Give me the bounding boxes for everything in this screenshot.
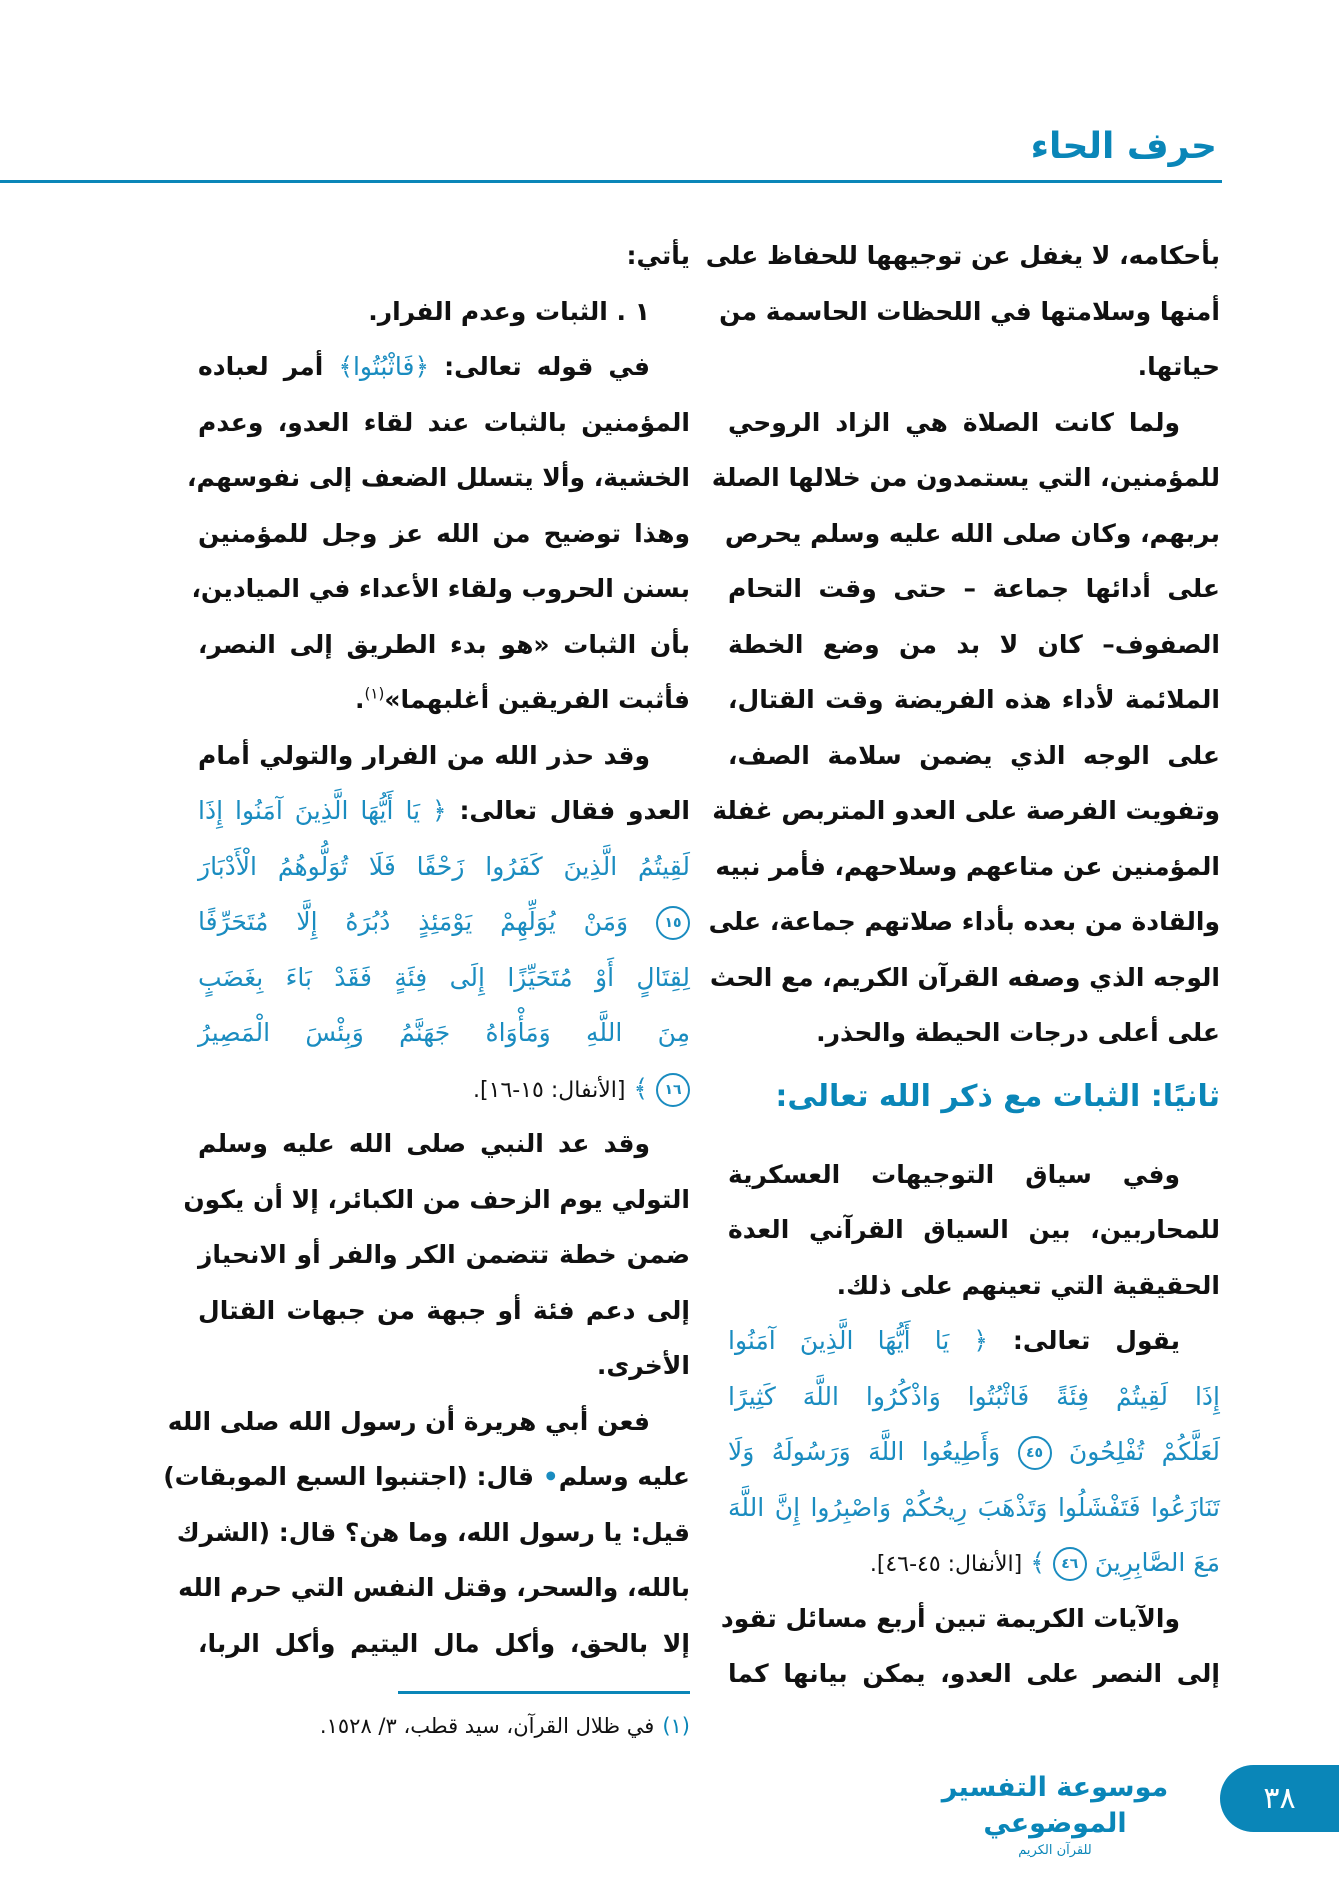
text-line — [198, 894, 690, 950]
body-text: فأثبت الفريقين أغلبهما» — [384, 685, 690, 714]
body-text: والآيات الكريمة تبين أربع مسائل تقود — [720, 1603, 1180, 1633]
footnote-text: في ظلال القرآن، سيد قطب، ٣/ ١٥٢٨. — [319, 1714, 655, 1738]
text-line — [728, 339, 1220, 395]
page-number-badge: ٣٨ — [1220, 1765, 1339, 1832]
body-text: يأتي: — [626, 241, 690, 270]
text-line — [728, 1535, 1220, 1591]
body-text: وقد عد النبي صلى الله عليه وسلم — [198, 1129, 650, 1158]
text-line — [198, 1116, 690, 1172]
text-line — [705, 228, 1220, 284]
quran-verse-text: لِقِتَالٍ أَوْ مُتَحَيِّزًا إِلَى فِئَةٍ فَقَدْ بَاءَ بِغَضَبٍ — [198, 962, 690, 992]
body-text: بسنن الحروب ولقاء الأعداء في الميادين، — [191, 574, 690, 603]
text-line — [728, 617, 1220, 673]
verse-number-marker: ١٥ — [656, 906, 690, 940]
verse-number-marker: ١٦ — [656, 1073, 690, 1107]
verse-reference: [الأنفال: ١٥-١٦]. — [473, 1077, 626, 1103]
text-line — [198, 1005, 690, 1061]
section-heading — [728, 1061, 1220, 1133]
body-text: بأحكامه، لا يغفل عن توجيهها للحفاظ على — [705, 241, 1220, 270]
hadith-text: بالله، والسحر، وقتل النفس التي حرم الله — [178, 1573, 690, 1602]
text-line — [176, 1505, 690, 1561]
text-line — [728, 561, 1220, 617]
text-line — [728, 395, 1220, 451]
body-text: وقد حذر الله من الفرار والتولي أمام — [198, 740, 650, 770]
encyclopedia-logo — [930, 1770, 1180, 1860]
text-line — [728, 1480, 1220, 1536]
quran-verse-text: ﴿ يَا أَيُّهَا الَّذِينَ آمَنُوا إِذَا — [198, 796, 447, 825]
body-text: الوجه الذي وصفه القرآن الكريم، مع الحث — [709, 962, 1220, 992]
quran-verse-text: مِنَ اللَّهِ وَمَأْوَاهُ جَهَنَّمُ وَبِئْسَ الْمَصِيرُ — [198, 1018, 690, 1047]
logo-title: موسوعة التفسير الموضوعي — [941, 1772, 1169, 1839]
body-text: فعن أبي هريرة أن رسول الله صلى الله — [167, 1406, 650, 1436]
text-line — [198, 284, 690, 340]
text-line — [709, 950, 1220, 1006]
logo-subtitle: للقرآن الكريم — [1018, 1843, 1092, 1858]
footnote-reference: (١) — [364, 684, 385, 703]
quran-verse-text: تَنَازَعُوا فَتَفْشَلُوا وَتَذْهَبَ رِيحُكُمْ وَاصْبِرُوا إِنَّ اللَّهَ — [728, 1492, 1220, 1522]
body-text: للمحاربين، بين السياق القرآني العدة — [728, 1215, 1220, 1244]
body-text: على الوجه الذي يضمن سلامة الصف، — [728, 740, 1220, 770]
text-line — [720, 1591, 1220, 1647]
body-text: ضمن خطة تتضمن الكر والفر أو الانحياز — [198, 1240, 690, 1269]
body-text: المؤمنين بالثبات عند لقاء العدو، وعدم — [198, 407, 690, 437]
quran-verse-text: ﴾ — [1022, 1548, 1053, 1577]
quran-verse-text: وَأَطِيعُوا اللَّهَ وَرَسُولَهُ وَلَا — [728, 1437, 1018, 1466]
honorific-dot-icon: • — [542, 1462, 559, 1491]
quran-verse-text: مَعَ الصَّابِرِينَ — [1086, 1548, 1220, 1577]
body-text: إلى النصر على العدو، يمكن بيانها كما — [728, 1659, 1220, 1688]
text-line — [198, 1338, 690, 1394]
body-text: التولي يوم الزحف من الكبائر، إلا أن يكون — [183, 1184, 690, 1214]
body-text: بأن الثبات «هو بدء الطريق إلى النصر، — [198, 629, 690, 659]
text-line — [715, 839, 1220, 895]
text-line — [728, 672, 1220, 728]
quran-verse-text: ﴿ يَا أَيُّهَا الَّذِينَ آمَنُوا — [728, 1326, 989, 1355]
body-text: المؤمنين عن متاعهم وسلاحهم، فأمر نبيه — [715, 851, 1220, 881]
text-line — [728, 1147, 1220, 1203]
body-text: وفي سياق التوجيهات العسكرية — [728, 1159, 1180, 1189]
body-text: . — [355, 685, 365, 714]
quran-verse-text: ﴾ — [625, 1073, 656, 1103]
text-line — [198, 1283, 690, 1339]
body-text: للمؤمنين، التي يستمدون من خلالها الصلة — [711, 463, 1220, 492]
text-line — [728, 1313, 1220, 1369]
quran-verse-text: لَقِيتُمُ الَّذِينَ كَفَرُوا زَحْفًا فَلَا تُوَلُّوهُمُ الْأَدْبَارَ — [198, 851, 690, 881]
quran-verse-text: إِذَا لَقِيتُمْ فِئَةً فَاثْبُتُوا وَاذْكُرُوا اللَّهَ كَثِيرًا — [728, 1381, 1220, 1411]
body-text: وهذا توضيح من الله عز وجل للمؤمنين — [198, 518, 690, 548]
body-text: الأخرى. — [596, 1351, 690, 1380]
verse-number-marker: ٤٥ — [1018, 1436, 1052, 1470]
text-line — [198, 339, 690, 395]
text-line — [178, 1560, 690, 1616]
text-line — [711, 450, 1220, 506]
body-text: العدو فقال تعالى: — [446, 796, 690, 825]
text-line — [708, 894, 1220, 950]
text-line — [198, 1616, 690, 1672]
chapter-header-title: حرف الحاء — [1030, 126, 1217, 167]
body-text: إلى دعم فئة أو جبهة من جبهات القتال — [198, 1295, 690, 1325]
footnote-number: (١) — [662, 1714, 690, 1738]
text-line — [198, 783, 690, 839]
header-divider — [0, 180, 1222, 183]
text-line — [198, 617, 690, 673]
hadith-text: قيل: يا رسول الله، وما هن؟ قال: (الشرك — [176, 1517, 690, 1547]
body-text: يقول تعالى: — [988, 1326, 1180, 1355]
text-line — [191, 561, 690, 617]
text-line — [198, 506, 690, 562]
body-text: أمر لعباده — [198, 352, 339, 381]
text-line — [724, 506, 1220, 562]
left-text-column — [163, 228, 690, 1671]
text-line — [198, 228, 690, 284]
hadith-text: إلا بالحق، وأكل مال اليتيم وأكل الربا، — [198, 1628, 690, 1658]
body-text: الخشية، وألا يتسلل الضعف إلى نفوسهم، — [186, 463, 690, 492]
text-line — [167, 1394, 690, 1450]
text-line — [198, 1061, 690, 1117]
text-line — [198, 728, 690, 784]
text-line — [198, 672, 690, 728]
footnote-divider — [398, 1691, 690, 1694]
text-line — [186, 450, 690, 506]
text-line — [183, 1172, 690, 1228]
text-line — [198, 950, 690, 1006]
text-line — [198, 395, 690, 451]
text-line — [198, 839, 690, 895]
text-line — [163, 1449, 690, 1505]
body-text: على أعلى درجات الحيطة والحذر. — [816, 1018, 1220, 1047]
verse-number-marker: ٤٦ — [1053, 1547, 1087, 1581]
text-line — [728, 1424, 1220, 1480]
body-text: ولما كانت الصلاة هي الزاد الروحي — [728, 407, 1180, 437]
text-line — [198, 1227, 690, 1283]
body-text: الحقيقية التي تعينهم على ذلك. — [836, 1270, 1220, 1300]
quran-verse-text: ﴿فَاثْبُتُوا﴾ — [338, 352, 430, 381]
text-line — [728, 1005, 1220, 1061]
text-line — [719, 284, 1220, 340]
body-text: على أدائها جماعة – حتى وقت التحام — [728, 574, 1220, 603]
body-text: وتفويت الفرصة على العدو المتربص غفلة — [712, 796, 1220, 825]
body-text: الملائمة لأداء هذه الفريضة وقت القتال، — [728, 685, 1220, 714]
quran-verse-text: لَعَلَّكُمْ تُفْلِحُونَ — [1051, 1437, 1220, 1466]
hadith-text: قال: (اجتنبوا السبع الموبقات) — [163, 1462, 543, 1491]
footnote — [220, 1708, 690, 1744]
text-line — [728, 1369, 1220, 1425]
body-text: عليه وسلم — [558, 1462, 690, 1491]
text-line — [712, 783, 1220, 839]
text-line — [728, 1202, 1220, 1258]
body-text: حياتها. — [1137, 352, 1220, 381]
body-text: والقادة من بعده بأداء صلاتهم جماعة، على — [708, 907, 1220, 936]
quran-verse-text: وَمَنْ يُوَلِّهِمْ يَوْمَئِذٍ دُبُرَهُ إِلَّا مُتَحَرِّفًا — [198, 907, 656, 936]
body-text: ثانيًا: الثبات مع ذكر الله تعالى: — [775, 1078, 1220, 1114]
text-line — [728, 1646, 1220, 1702]
body-text: في قوله تعالى: — [429, 352, 650, 381]
body-text: أمنها وسلامتها في اللحظات الحاسمة من — [719, 296, 1220, 326]
body-text: ١ . الثبات وعدم الفرار. — [368, 296, 650, 326]
text-line — [728, 1258, 1220, 1314]
body-text: بربهم، وكان صلى الله عليه وسلم يحرص — [724, 518, 1220, 548]
right-text-column — [705, 228, 1220, 1702]
verse-reference: [الأنفال: ٤٥-٤٦]. — [869, 1552, 1023, 1577]
body-text: الصفوف– كان لا بد من وضع الخطة — [728, 629, 1220, 659]
text-line — [728, 728, 1220, 784]
